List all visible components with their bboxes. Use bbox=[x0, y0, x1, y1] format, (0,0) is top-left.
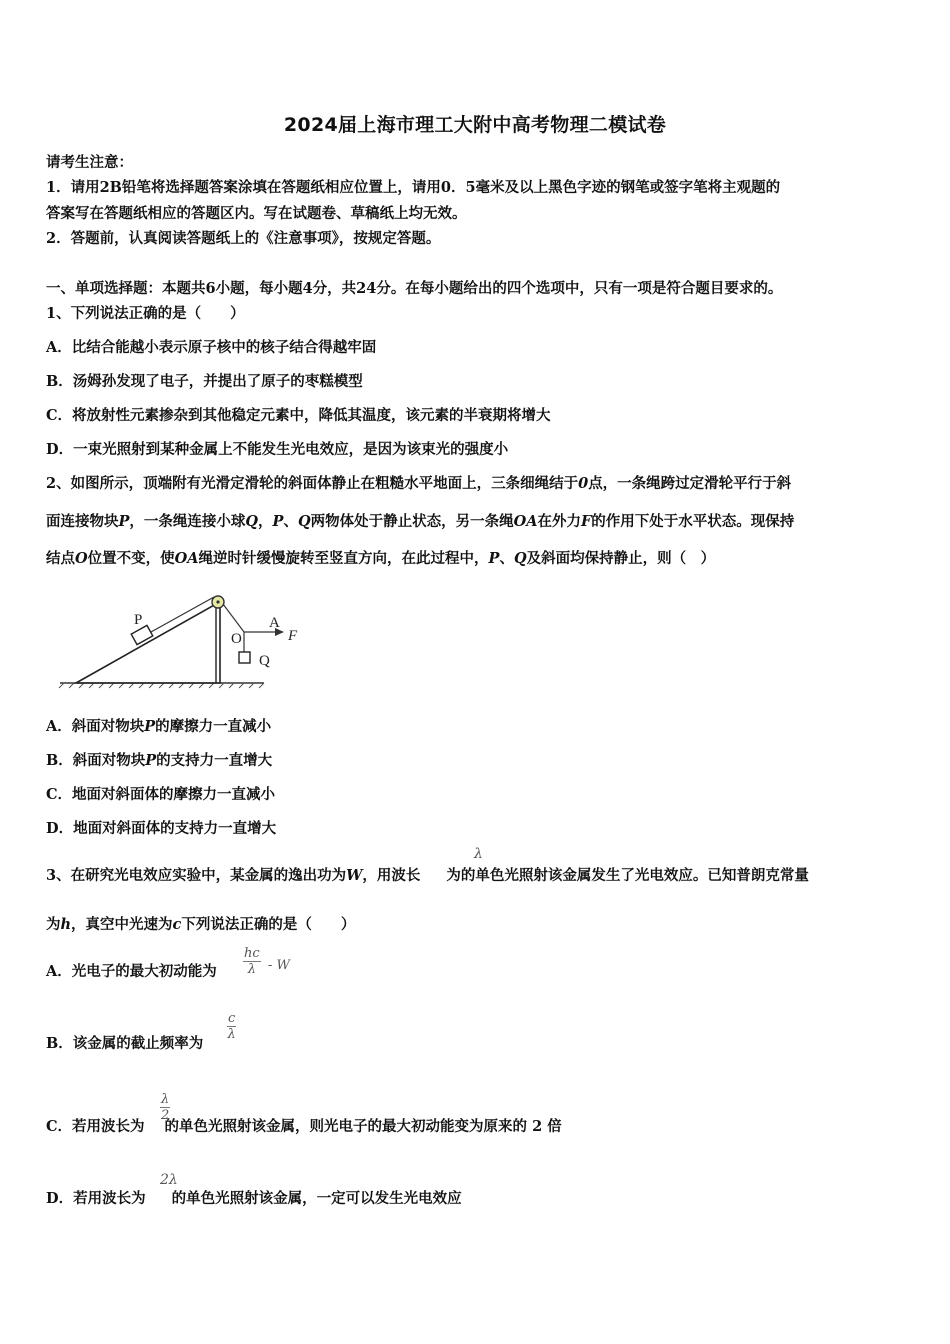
q2-option-b: B．斜面对物块P的支持力一直增大 bbox=[46, 752, 273, 769]
notice-heading: 请考生注意： bbox=[46, 154, 133, 171]
q1-option-a: A．比结合能越小表示原子核中的核子结合得越牢固 bbox=[46, 339, 377, 356]
q3-option-a-fraction: $\frac{hc}{\lambda}$ bbox=[244, 946, 260, 977]
label-f: F bbox=[288, 628, 298, 644]
q2-option-d: D．地面对斜面体的支持力一直增大 bbox=[46, 820, 277, 837]
q3-stem-line-2: 为h，真空中光速为c下列说法正确的是（ ） bbox=[46, 916, 356, 933]
q3-option-c: C．若用波长为 的单色光照射该金属，则光电子的最大初动能变为原来的 2 倍 bbox=[46, 1118, 562, 1135]
q1-option-c: C．将放射性元素掺杂到其他稳定元素中，降低其温度，该元素的半衰期将增大 bbox=[46, 407, 551, 424]
q3-option-b-fraction: $\frac{c}{\lambda}$ bbox=[227, 1011, 236, 1042]
rope-p-pulley bbox=[151, 597, 214, 632]
q2-option-a: A．斜面对物块P的摩擦力一直减小 bbox=[46, 718, 272, 735]
notice-item-2: 2．答题前，认真阅读答题纸上的《注意事项》，按规定答题。 bbox=[46, 230, 441, 247]
label-a: A bbox=[269, 615, 280, 631]
notice-item-1: 1．请用2B铅笔将选择题答案涂填在答题纸相应位置上，请用0．5毫米及以上黑色字迹的钢笔或签字笔将主观题的 bbox=[46, 179, 781, 196]
q2-stem-line-3: 结点O位置不变，使OA绳逆时针缓慢旋转至竖直方向，在此过程中，P、Q及斜面均保持静止，则（ ） bbox=[46, 550, 716, 567]
label-o: O bbox=[231, 631, 242, 647]
q3-option-d: D．若用波长为 的单色光照射该金属，一定可以发生光电效应 bbox=[46, 1190, 462, 1207]
q3-option-b: B．该金属的截止频率为 bbox=[46, 1035, 204, 1052]
q3-option-c-fraction: $\frac{\lambda}{2}$ bbox=[160, 1092, 170, 1123]
q3-stem-line-1: 3、在研究光电效应实验中，某金属的逸出功为W，用波长 为的单色光照射该金属发生了光电效应。已知普朗克常量 bbox=[46, 867, 809, 884]
ball-q bbox=[239, 652, 250, 663]
q3-option-d-symbol: 2λ bbox=[160, 1172, 178, 1188]
q3-option-a-tail: - W bbox=[268, 958, 290, 973]
q2-option-c: C．地面对斜面体的摩擦力一直减小 bbox=[46, 786, 276, 803]
q3-lambda-symbol: λ bbox=[474, 846, 483, 862]
q1-stem: 1、下列说法正确的是（ ） bbox=[46, 305, 245, 322]
incline-body bbox=[76, 604, 220, 683]
label-q: Q bbox=[259, 653, 270, 669]
q2-figure bbox=[56, 588, 298, 692]
q3-option-a: A．光电子的最大初动能为 bbox=[46, 963, 217, 980]
q1-option-d: D．一束光照射到某种金属上不能发生光电效应，是因为该束光的强度小 bbox=[46, 441, 509, 458]
q1-option-b: B．汤姆孙发现了电子，并提出了原子的枣糕模型 bbox=[46, 373, 363, 390]
label-p: P bbox=[134, 612, 143, 628]
notice-item-1-cont: 答案写在答题纸相应的答题区内。写在试题卷、草稿纸上均无效。 bbox=[46, 205, 467, 222]
rope-pulley-o bbox=[223, 604, 244, 632]
section-heading: 一、单项选择题：本题共6小题，每小题4分，共24分。在每小题给出的四个选项中，只有一项是符合题目要求的。 bbox=[46, 280, 783, 297]
q2-stem-line-1: 2、如图所示，顶端附有光滑定滑轮的斜面体静止在粗糙水平地面上，三条细绳结于0点，一条绳跨过定滑轮平行于斜 bbox=[46, 475, 792, 492]
page-title: 2024届上海市理工大附中高考物理二模试卷 bbox=[283, 114, 667, 136]
q2-stem-line-2: 面连接物块P，一条绳连接小球Q，P、Q两物体处于静止状态，另一条绳OA在外力F的作用下处于水平状态。现保持 bbox=[46, 513, 795, 530]
